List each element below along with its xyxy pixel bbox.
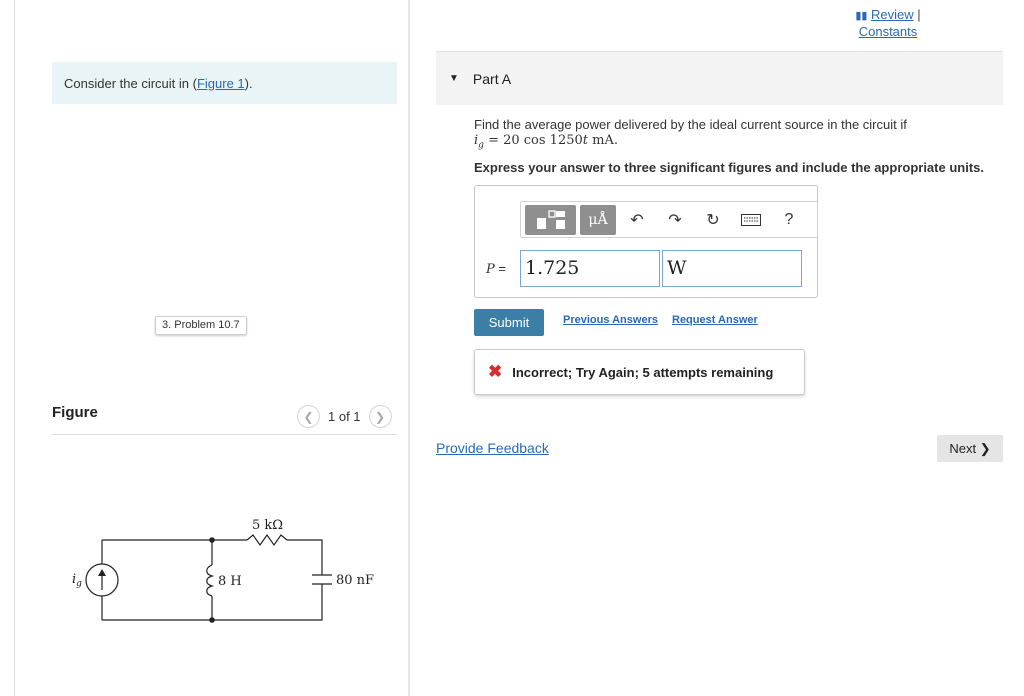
source-arrow-head [98,569,106,576]
source-label: $i_g$ [72,572,82,589]
resistor-symbol [247,535,287,545]
answer-box [474,185,818,298]
intro-text [52,62,397,104]
top-wire-right [287,540,322,575]
question-equation: $i_g = 20$ cos 1250t mA. [474,133,618,151]
submit-button[interactable]: Submit [474,309,544,336]
next-figure-button[interactable]: ❯ [369,405,392,428]
figure-divider [52,434,397,435]
answer-label: P = [486,261,506,277]
prev-figure-button[interactable]: ❮ [297,405,320,428]
circuit-diagram [60,505,390,635]
request-answer-link[interactable]: Request Answer [672,314,758,326]
templates-icon [534,209,568,231]
feedback-text: Incorrect; Try Again; 5 attempts remaining [512,364,774,380]
pager-count: 1 of 1 [328,409,361,424]
top-node [209,537,215,543]
left-border [14,0,15,696]
review-constants [848,7,928,40]
instruction-text: Express your answer to three significant figures and include the appropriate units. [474,160,984,175]
templates-button[interactable] [525,205,576,235]
constants-link[interactable]: Constants [858,24,918,39]
feedback-message [474,349,805,395]
collapse-triangle-icon: ▼ [449,73,459,84]
incorrect-x-icon: ✖ [488,362,503,381]
part-a-header[interactable] [436,52,1003,105]
bottom-node [209,617,215,623]
inductor-coil [207,565,212,596]
provide-feedback-link[interactable]: Provide Feedback [436,440,549,456]
previous-answers-link[interactable]: Previous Answers [563,314,658,326]
column-divider [408,0,410,696]
keyboard-shape [741,214,761,226]
review-link[interactable]: Review [871,7,914,22]
inductor-label: 8 H [218,574,242,589]
figure-pager [297,405,392,428]
question-text [474,117,994,154]
review-separator: | [917,7,921,22]
answer-unit-input[interactable]: W [662,250,802,287]
part-title: Part A [472,70,512,87]
reset-icon[interactable]: ↻ [706,211,720,229]
undo-icon[interactable]: ↶ [630,211,644,229]
keyboard-icon[interactable] [734,205,768,235]
next-button[interactable]: Next ❯ [937,435,1003,462]
figure-link[interactable]: Figure 1 [196,75,245,91]
problem-tag: 3. Problem 10.7 [155,316,247,335]
book-icon: ▮▮ [855,10,868,22]
intro-prefix: Consider the circuit in ( [64,75,197,91]
answer-value-input[interactable]: 1.725 [520,250,660,287]
figure-title: Figure [52,404,98,421]
redo-icon[interactable]: ↷ [668,211,682,229]
intro-suffix: ). [244,75,253,91]
resistor-label: 5 kΩ [252,518,284,533]
help-icon[interactable]: ? [784,210,794,228]
units-label: μÅ [588,211,608,228]
capacitor-label: 80 nF [336,573,375,588]
units-button[interactable] [580,205,616,235]
capacitor-plates [312,575,332,584]
question-line: Find the average power delivered by the ideal current source in the circuit if [474,117,907,132]
math-toolbar [520,201,818,238]
